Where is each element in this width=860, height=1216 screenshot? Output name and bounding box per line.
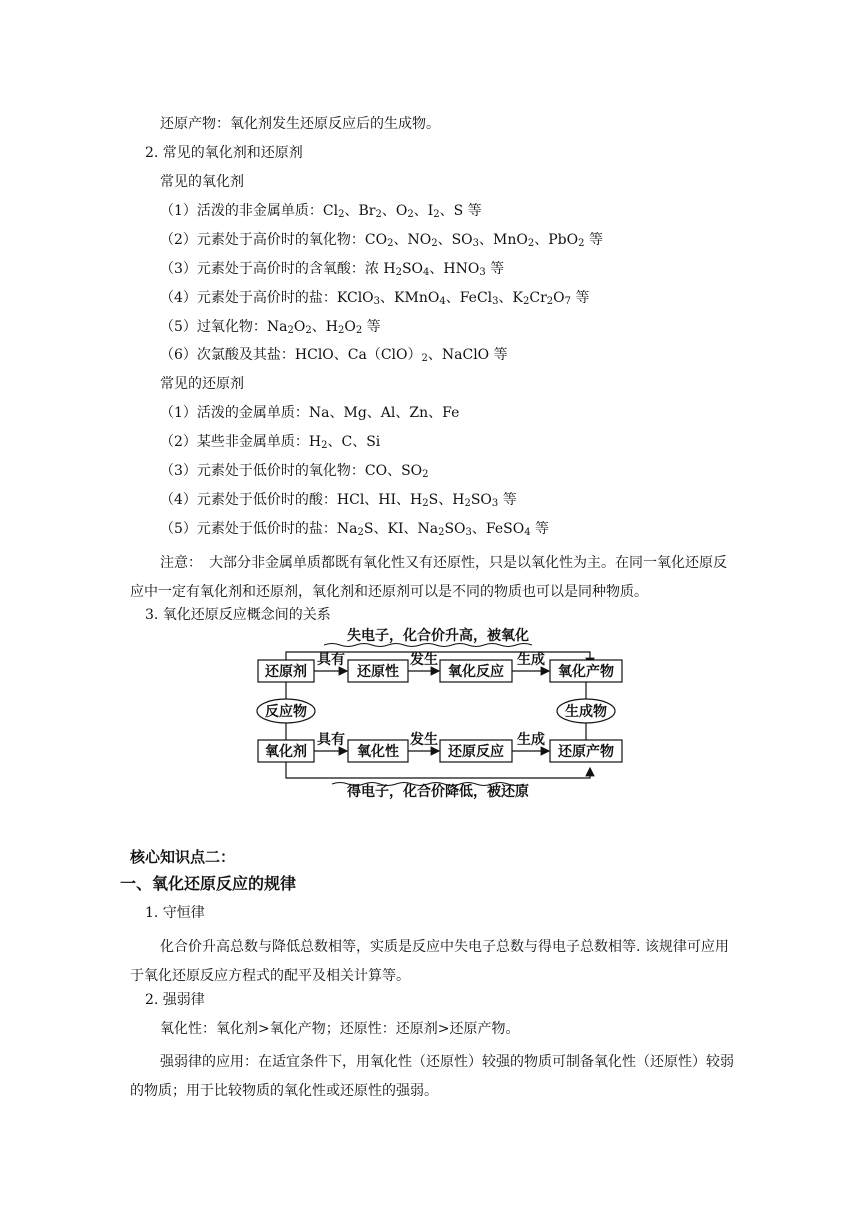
arrow-label-generate: 生成 [517, 732, 545, 748]
oxidant-item: （1）活泼的非金属单质：$Cl_2$、$Br_2$、$O_2$、$I_2$、S 等 [160, 203, 482, 220]
rule-heading-conservation: 1. 守恒律 [145, 905, 205, 921]
oxidation-product-label: 氧化产物 [558, 664, 614, 680]
oxidant-item: （5）过氧化物：$Na_2O_2$、$H_2O_2$ 等 [160, 319, 381, 336]
oxidizing-agent-label: 氧化剂 [265, 744, 307, 760]
arrow-label-undergo: 发生 [410, 652, 438, 668]
redox-concept-diagram [256, 626, 624, 802]
strength-application-paragraph: 强弱律的应用：在适宜条件下，用氧化性（还原性）较强的物质可制备氧化性（还原性）较弱的物质；用于比较物质的氧化性或还原性的强弱。 [130, 1054, 734, 1099]
oxidizability-label: 氧化性 [357, 744, 399, 760]
arrow-label-have: 具有 [317, 652, 345, 668]
arrow-label-have: 具有 [317, 732, 345, 748]
oxidant-item: （3）元素处于高价时的含氧酸：浓 $H_2SO_4$、$HNO_3$ 等 [160, 261, 505, 278]
reduction-product-definition: 还原产物：氧化剂发生还原反应后的生成物。 [160, 116, 440, 132]
top-label: 失电子，化合价升高，被氧化 [347, 628, 529, 644]
strength-rule-text: 氧化性：氧化剂>氧化产物；还原性：还原剂>还原产物。 [160, 1021, 520, 1037]
reactants-label: 反应物 [265, 704, 307, 720]
oxidant-item: （6）次氯酸及其盐：HClO、$Ca(ClO)_2$、NaClO 等 [160, 347, 508, 364]
redox-rules-title: 一、氧化还原反应的规律 [120, 874, 297, 893]
bottom-label: 得电子，化合价降低，被还原 [347, 784, 529, 800]
bottom-bracket-arrow [286, 762, 590, 778]
reductant-item: （3）元素处于低价时的氧化物：CO、$SO_2$ [160, 463, 429, 480]
oxidant-item: （4）元素处于高价时的盐：KClO$_3$、KMnO$_4$、FeCl$_3$、$K_2Cr_2O_7$ 等 [160, 290, 590, 307]
reductant-item: （2）某些非金属单质：$H_2$、C、Si [160, 434, 381, 451]
products-label: 生成物 [565, 704, 607, 720]
reducibility-label: 还原性 [357, 664, 399, 680]
conservation-paragraph: 化合价升高总数与降低总数相等，实质是反应中失电子总数与得电子总数相等. 该规律可应用于氧化还原反应方程式的配平及相关计算等。 [130, 939, 729, 984]
oxidants-title: 常见的氧化剂 [160, 174, 244, 190]
reductant-item: （1）活泼的金属单质：Na、Mg、Al、Zn、Fe [160, 405, 460, 421]
reductant-item: （4）元素处于低价时的酸：HCl、HI、$H_2S$、$H_2SO_3$ 等 [160, 492, 517, 509]
reduction-reaction-label: 还原反应 [448, 744, 504, 760]
section-heading-oxidants-reductants: 2. 常见的氧化剂和还原剂 [145, 145, 303, 161]
oxidant-item: （2）元素处于高价时的氧化物：$CO_2$、$NO_2$、$SO_3$、MnO$_2$、PbO$_2$ 等 [160, 232, 603, 249]
oxidation-reaction-label: 氧化反应 [448, 664, 504, 680]
reductant-item: （5）元素处于低价时的盐：$Na_2S$、KI、$Na_2SO_3$、FeSO$_4$ 等 [160, 521, 550, 538]
section-heading-relationship: 3. 氧化还原反应概念间的关系 [145, 607, 331, 623]
arrow-label-generate: 生成 [517, 652, 545, 668]
reductants-title: 常见的还原剂 [160, 376, 244, 392]
rule-heading-strength: 2. 强弱律 [145, 992, 205, 1008]
reduction-product-label: 还原产物 [558, 744, 614, 760]
core-knowledge-heading: 核心知识点二： [130, 848, 236, 866]
arrow-label-undergo: 发生 [410, 732, 438, 748]
note-paragraph: 注意： 大部分非金属单质都既有氧化性又有还原性，只是以氧化性为主。在同一氧化还原反应中一定有氧化剂和还原剂，氧化剂和还原剂可以是不同的物质也可以是同种物质。 [130, 555, 727, 600]
reducing-agent-label: 还原剂 [265, 664, 307, 680]
